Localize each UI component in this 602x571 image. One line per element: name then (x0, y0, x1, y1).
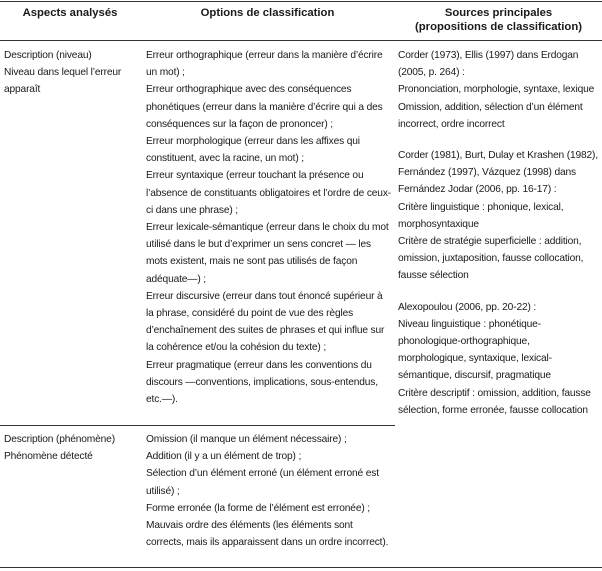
header-aspects: Aspects analysés (22, 7, 118, 19)
header-rule (0, 40, 602, 41)
row2-aspect-desc: Phénomène détecté (4, 451, 93, 463)
option-mauvais-ordre: Mauvais ordre des éléments (les éléments sont corrects, mais ils apparaissent dans un ordre incorrect). (146, 520, 389, 549)
option-discursive: Erreur discursive (erreur dans tout énoncé supérieur à la phrase, considéré du point de vue des règles d’enchaînement des suites de phrases et qui influe sur la cohérence et/ou la cohésion du texte) ; (146, 290, 385, 354)
option-omission: Omission (il manque un élément nécessaire) ; (146, 434, 347, 445)
row1-sources (398, 47, 600, 419)
option-pragmatique: Erreur pragmatique (erreur dans les conventions du discours —conventions, implications, sous-entendus, etc.—). (146, 359, 378, 406)
row2-options (146, 431, 391, 551)
source-corder-1981-line2: Critère de stratégie superficielle : addition, omission, juxtaposition, fausse collocation, fausse sélection (398, 236, 584, 282)
source-alexopoulou: Alexopoulou (2006, pp. 20-22) : (398, 301, 537, 313)
row1-options (146, 47, 391, 408)
row1-aspect-desc: Niveau dans lequel l’erreur apparaît (4, 67, 122, 96)
header-sources-subtitle: (propositions de classification) (415, 21, 582, 33)
source-corder-1973-line2: Omission, addition, sélection d’un élément incorrect, ordre incorrect (398, 101, 583, 130)
option-lexicale-semantique: Erreur lexicale-sémantique (erreur dans le choix du mot utilisé dans le but d’exprimer un sens concret — les mots existent, mais ne sont pas utilisés de façon adéquate—) ; (146, 222, 389, 285)
option-selection: Sélection d’un élément erroné (un élément erroné est utilisé) ; (146, 468, 379, 497)
bottom-rule (0, 567, 602, 568)
top-rule (0, 1, 602, 2)
header-sources-title: Sources principales (444, 7, 553, 19)
header-options: Options de classification (200, 7, 335, 19)
source-corder-1973-line1: Prononciation, morphologie, syntaxe, lexique (398, 84, 595, 96)
header-sources (395, 6, 602, 34)
row2-aspect-title: Description (phénomène) (4, 434, 115, 445)
row-divider (0, 425, 395, 426)
source-corder-1981: Corder (1981), Burt, Dulay et Krashen (1982), Fernández (1997), Vázquez (1998) dans Fernández Jodar (2006, pp. 16-17) : (398, 150, 598, 196)
source-corder-1981-line1: Critère linguistique : phonique, lexical, morphosyntaxique (398, 201, 564, 230)
option-addition: Addition (il y a un élément de trop) ; (146, 451, 302, 463)
option-syntaxique: Erreur syntaxique (erreur touchant la présence ou l’absence de constituants obligatoires et l’ordre de ceux-ci dans une phrase) ; (146, 170, 392, 216)
row1-aspect-title: Description (niveau) (4, 50, 92, 61)
source-alexopoulou-line1: Niveau linguistique : phonétique-phonologique-orthographique, morphologique, syntaxique, lexical-sémantique, discursif, pragmatique (398, 318, 552, 382)
row2-aspect (4, 431, 139, 465)
option-orthographique-phonetique: Erreur orthographique avec des conséquences phonétiques (erreur dans la manière d’écrire qui a des conséquences sur la façon de prononcer) ; (146, 84, 383, 130)
source-corder-1973: Corder (1973), Ellis (1997) dans Erdogan (2005, p. 264) : (398, 50, 579, 79)
source-alexopoulou-line2: Critère descriptif : omission, addition, fausse sélection, forme erronée, fausse collocation (398, 387, 591, 416)
option-morphologique: Erreur morphologique (erreur dans les affixes qui constituent, avec la racine, un mot) ; (146, 136, 360, 165)
row1-aspect (4, 47, 139, 99)
option-forme-erronee: Forme erronée (la forme de l’élément est erronée) ; (146, 502, 370, 514)
option-orthographique: Erreur orthographique (erreur dans la manière d’écrire un mot) ; (146, 50, 383, 79)
